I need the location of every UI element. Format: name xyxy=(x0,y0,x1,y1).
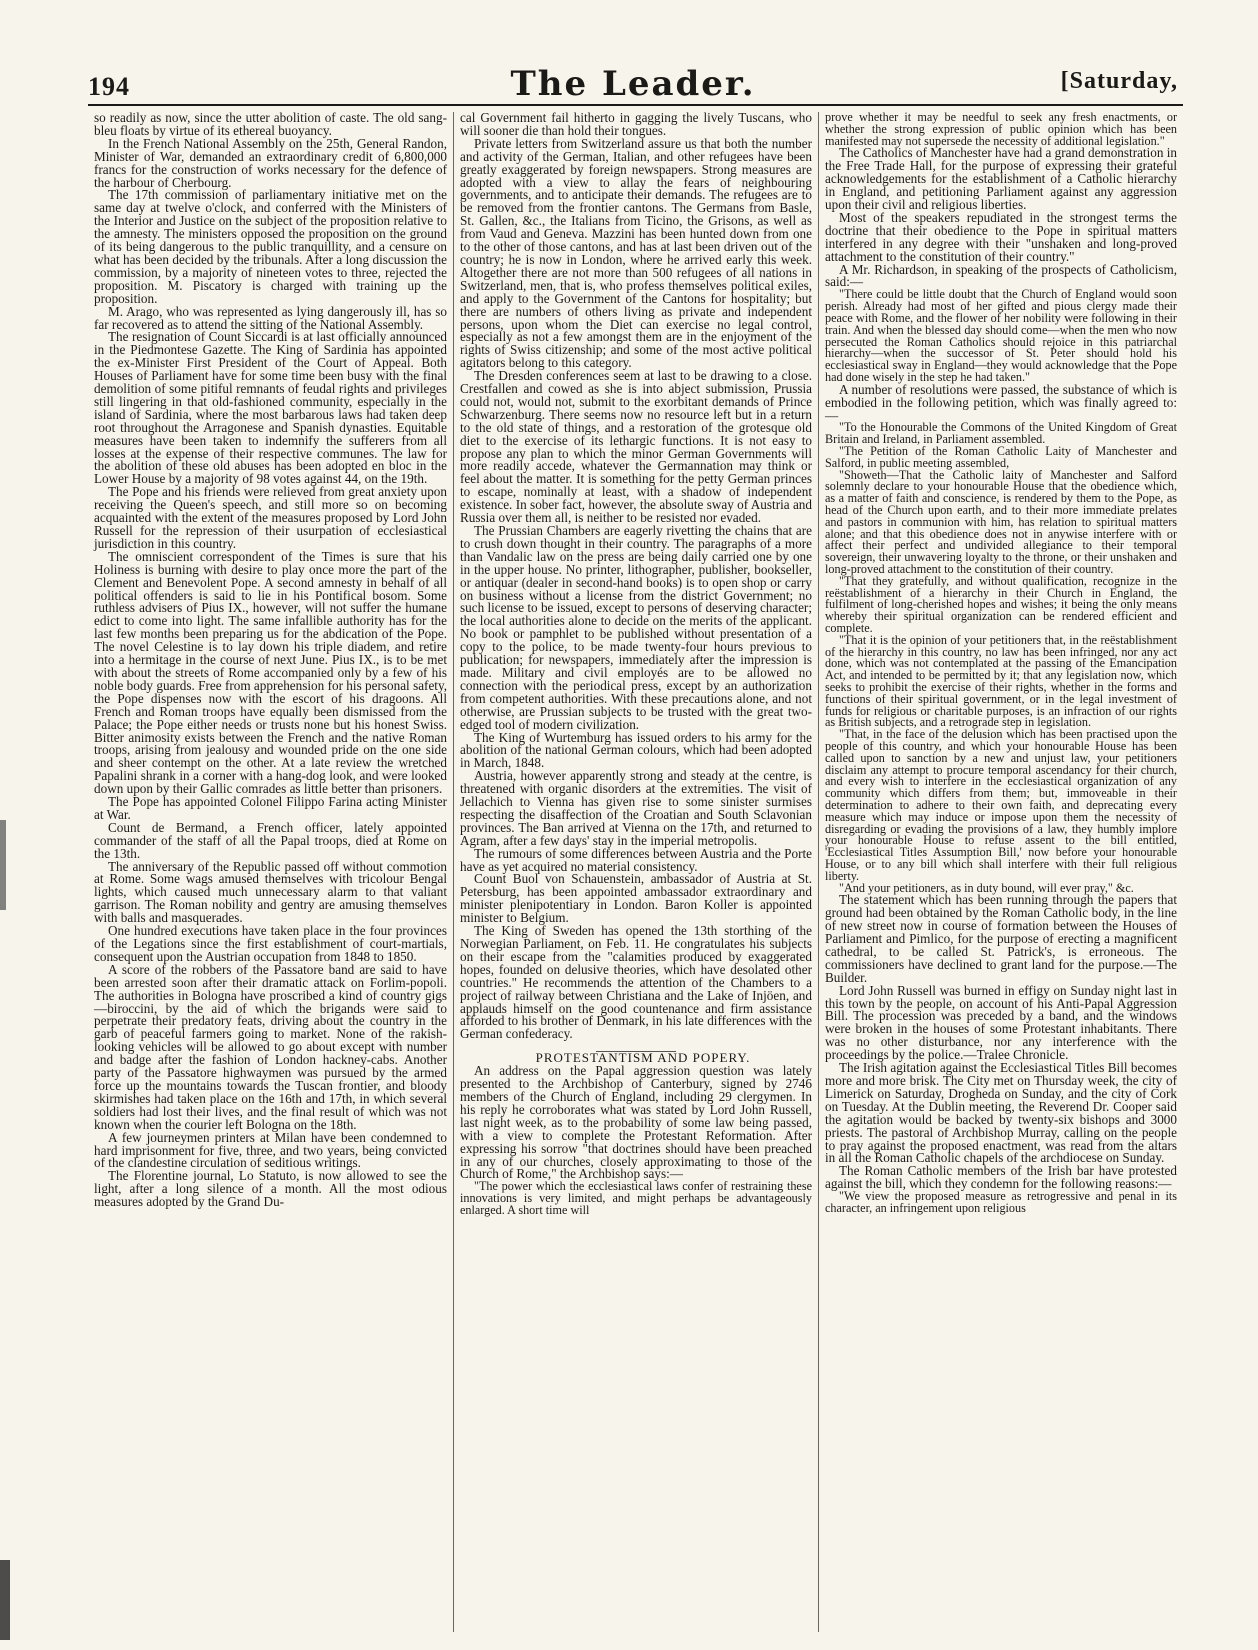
paragraph: A score of the robbers of the Passatore band are said to have been arrested soon after their dramatic attack on Forlim-popoli. The authorities in Bologna have proscribed a kind of country gigs—biroccini, by the aid of which the brigands were said to perpetrate their predatory feats, driving about the country in the garb of peaceful farmers going to market. None of the rakish-looking vehicles will be allowed to go about except with number and badge after the fashion of London hackney-cabs. Another party of the Passatore highwaymen was pursued by the armed force up the mountains towards the Tuscan frontier, and bloody skirmishes had taken place on the 16th and 17th, in which several soldiers had lost their lives, and the final result of which was not known when the courier left Bologna on the 18th. xyxy=(94,961,447,1132)
paragraph: The Catholics of Manchester have had a grand demonstration in the Free Trade Hall, for the purpose of expressing their grateful acknowledgements for the establishment of a Catholic hierarchy in England, and petitioning Parliament against any aggression upon their civil and religious liberties. xyxy=(825,145,1178,213)
paragraph: The rumours of some differences between Austria and the Porte have as yet acquired no material consistency. xyxy=(460,845,812,874)
column-1 xyxy=(88,112,453,1632)
paragraph: A number of resolutions were passed, the substance of which is embodied in the following petition, which was finally agreed to:— xyxy=(825,381,1177,423)
paragraph: The King of Wurtemburg has issued orders to his army for the abolition of the national German colours, which had been adopted in March, 1848. xyxy=(460,729,812,771)
masthead-title: The Leader. xyxy=(510,64,756,104)
paragraph: The omniscient correspondent of the Times is sure that his Holiness is burning with desire to play once more the part of the Clement and Benevolent Pope. A second amnesty in behalf of all political offenders is said to lie in his Pontifical bosom. Some ruthless advisers of Pius IX., however, will not suffer the humane edict to come into light. The same infallible authority has for the last few months been preparing us for the abdication of the Pope. The novel Celestine is to lay down his triple diadem, and retire into a hermitage in the course of next June. Pius IX., is to be met with about the streets of Rome accompanied only by a few of his noble body guards. Free from apprehension for his personal safety, the Pope dispenses now with the escort of his dragoons. All French and Roman troops have equally been dismissed from the Palace; the Pope either needs or trusts none but his honest Swiss. Bitter animosity exists between the French and the native Roman troops, arising from jealousy and wounded pride on the one side and sheer contempt on the other. At a late review the wretched Papalini shrank in a corner with a hang-dog look, and were looked down upon by their Gallic comrades as little better than prisoners. xyxy=(94,548,447,797)
paragraph: "And your petitioners, as in duty bound, will ever pray," &c. xyxy=(839,880,1134,895)
paragraph: The Pope has appointed Colonel Filippo Farina acting Minister at War. xyxy=(94,794,447,822)
paragraph: "That, in the face of the delusion which has been practised upon the people of this country, and which your honourable House has been called upon to sanction by a new and unjust law, your petitioners disclaim any attempt to procure temporal ascendancy for their church, and every wish to interfere in the ecclesiastical organization of any community which differs from them; but, immoveable in their determination to adhere to their own faith, and deprecating every measure which may induce or impose upon them the necessity of disregarding or evading the provisions of a law, they humbly implore your honourable House to refuse assent to the bill entitled, 'Ecclesiastical Titles Assumption Bill,' now before your honourable House, or to any bill which shall interfere with their full religious liberty. xyxy=(825,727,1177,883)
issue-day: [Saturday, xyxy=(1060,68,1178,94)
paragraph: Most of the speakers repudiated in the strongest terms the doctrine that their obedience to the Pope in spiritual matters interfered in any degree with their "unshaken and long-proved attachment to the constitution of their country." xyxy=(825,209,1177,264)
paragraph: The anniversary of the Republic passed off without commotion at Rome. Some wags amused themselves with tricolour Bengal lights, which caused much unnecessary alarm to that valiant garrison. The Roman nobility and gentry are amusing themselves with balls and masquerades. xyxy=(94,858,447,926)
header-rule xyxy=(88,104,1183,106)
paragraph: In the French National Assembly on the 25th, General Randon, Minister of War, demanded an extraordinary credit of 6,800,000 francs for the construction of works necessary for the defence of the harbour of Cherbourg. xyxy=(94,135,447,190)
paragraph: The King of Sweden has opened the 13th storthing of the Norwegian Parliament, on Feb. 11. He congratulates his subjects on their escape from the "calamities produced by exaggerated hopes, founded on delusive theories, which have desolated other countries." He recommends the attention of the Chambers to a project of railway between Christiana and the Lake of Injöen, and applauds himself on the good countenance and firm assistance afforded to his brother of Denmark, in his late differences with the German confederacy. xyxy=(460,923,812,1042)
paragraph: "That it is the opinion of your petitioners that, in the reëstablishment of the hierarchy in this country, no law has been infringed, nor any act done, which was not contemplated at the passing of the Emancipation Act, and intended to be permitted by it; that any legislation now, which seeks to prohibit the exercise of their rights, whether in the forms and functions of their spiritual government, or in the legal investment of funds for religious or charitable purposes, is an infraction of our rights as British subjects, and a retrograde step in legislation. xyxy=(825,632,1177,730)
paragraph: Count de Bermand, a French officer, lately appointed commander of the staff of all the Papal troops, died at Rome on the 13th. xyxy=(94,819,447,861)
paragraph: The Roman Catholic members of the Irish bar have protested against the bill, which they condemn for the following reasons:— xyxy=(825,1163,1177,1192)
paragraph: A few journeymen printers at Milan have been condemned to hard imprisonment for five, three, and two years, being convicted of the clandestine circulation of seditious writings. xyxy=(94,1129,447,1171)
paragraph: "There could be little doubt that the Church of England would soon perish. Already had most of her gifted and pious clergy made their peace with Rome, and the flower of her nobility were following in their train. And when the blessed day should come—when the men who now persecuted the Roman Catholics should rejoice in this patriarchal hierarchy—when the successor of St. Peter should hold his ecclesiastical sway in England—they would acknowledge that the Pope had done wisely in the step he had taken." xyxy=(825,287,1177,384)
paragraph: The Dresden conferences seem at last to be drawing to a close. Crestfallen and cowed as she is into abject submission, Prussia could not, would not, submit to the exorbitant demands of Prince Schwarzenburg. There seems now no resource left but in a return to the old state of things, and a restoration of the grotesque old diet to the exercise of its lethargic functions. It is not easy to propose any plan to which the minor German Governments will more readily accede, whatever the Germannation may think or feel about the matter. It is something for the petty German princes to escape, nominally at least, with a shadow of independent existence. In sober fact, however, the absolute sway of Austria and Russia over them all, is neither to be resisted nor evaded. xyxy=(460,368,812,526)
article-columns xyxy=(88,112,1183,1632)
paragraph: The Florentine journal, Lo Statuto, is now allowed to see the light, after a long silence of a month. All the most odious measures adopted by the Grand Du- xyxy=(94,1168,447,1210)
paragraph: The Pope and his friends were relieved from great anxiety upon receiving the Queen's speech, and still more so on becoming acquainted with the extent of the measures proposed by Lord John Russell for the repression of their usurpation of ecclesiastical jurisdiction in this country. xyxy=(94,484,447,551)
page-header xyxy=(88,60,1178,104)
paragraph: The Prussian Chambers are eagerly rivetting the chains that are to crush down thought in their country. The paragraphs of a more than Vandalic law on the press are being daily carried one by one in the upper house. No printer, lithographer, publisher, bookseller, or antiquar (dealer in second-hand books) is to open shop or carry on business without a license from the district Government; no such license to be issued, except to persons of deserving character; the local authorities alone to decide on the merits of the applicant. No book or pamphlet to be published without presentation of a copy to the police, to be made twenty-four hours previous to publication; for newspapers, immediately after the impression is made. Military and civil employés are to be allowed no connection with the periodical press, except by an authorization from competent authorities. With these precautions alone, and not otherwise, are Prussian subjects to be trusted with the great two-edged tool of modern civilization. xyxy=(460,523,812,732)
paragraph: The resignation of Count Siccardi is at last officially announced in the Piedmontese Gazette. The King of Sardinia has appointed the ex-Minister First President of the Court of Appeal. Both Houses of Parliament have for some time been busy with the final demolition of some pitiful remnants of feudal rights and privileges still lingering in that old-fashioned community, especially in the island of Sardinia, where the most barbarous laws had taken deep root throughout the Arragonese and Spanish dynasties. Equitable measures have been taken to indemnify the sufferers from all losses at the expense of their respective communes. The law for the abolition of these old abuses has been adopted en bloc in the Lower House by a majority of 98 votes against 44, on the 19th. xyxy=(94,329,447,487)
paragraph: An address on the Papal aggression question was lately presented to the Archbishop of Canterbury, signed by 2746 members of the Church of England, including 29 clergymen. In his reply he corroborates what was stated by Lord John Russell, last night week, as to the probability of some law being passed, with a view to complete the Protestant Reformation. After expressing his sorrow "that doctrines should have been preached in any of our churches, closely approximating to those of the Church of Rome," the Archbishop says:— xyxy=(460,1063,812,1182)
column-2 xyxy=(453,112,818,1632)
paragraph: M. Arago, who was represented as lying dangerously ill, has so far recovered as to attend the sitting of the National Assembly. xyxy=(94,303,447,332)
paragraph: "The power which the ecclesiastical laws confer of restraining these innovations is very limited, and might perhaps be advantageously enlarged. A short time will xyxy=(460,1179,812,1217)
paragraph: "That they gratefully, and without qualification, recognize in the reëstablishment of a hierarchy in their Church in England, the fulfilment of long-cherished hopes and wishes; it being the only means whereby their spiritual organization can be rendered efficient and complete. xyxy=(825,573,1177,635)
paragraph: cal Government fail hitherto in gagging the lively Tuscans, who will sooner die than hold their tongues. xyxy=(460,112,812,138)
paragraph: so readily as now, since the utter abolition of caste. The old sang-bleu floats by virtue of its ethereal buoyancy. xyxy=(94,112,447,138)
paragraph: The Irish agitation against the Ecclesiastical Titles Bill becomes more and more brisk. The City met on Thursday week, the city of Limerick on Saturday, Drogheda on Sunday, and the city of Cork on Tuesday. At the Dublin meeting, the Reverend Dr. Cooper said the agitation would be backed by twenty-six bishops and 3000 priests. The pastoral of Archbishop Murray, calling on the people to pray against the proposed enactment, was read from the altars in all the Roman Catholic chapels of the archdiocese on Sunday. xyxy=(825,1060,1177,1166)
paragraph: The statement which has been running through the papers that ground had been obtained by the Roman Catholic body, in the line of new street now in course of formation between the Houses of Parliament and Pimlico, for the purpose of erecting a magnificent cathedral, to be called St. Patrick's, is erroneous. The commissioners have declined to grant land for the purpose.—The Builder. xyxy=(825,892,1177,985)
binding-mark xyxy=(0,820,6,910)
paragraph: Private letters from Switzerland assure us that both the number and activity of the German, Italian, and other refugees have been greatly exaggerated by foreign newspapers. Strong measures are adopted with a view to allay the fears of neighbouring governments, and to anticipate their demands. The refugees are to be removed from the frontier cantons. The Germans from Basle, St. Gallen, &c., the Italians from Ticino, the Grisons, as well as from Vaud and Geneva. Mazzini has been hunted down from one to the other of those cantons, and has at last been driven out of the country; he is now in London, where he arrived early this week. Altogether there are not more than 500 refugees of all nations in Switzerland, men, that is, who profess themselves political exiles, and apply to the Government of the Cantons for hospitality; but there are numbers of others living as private and independent persons, upon whom the Diet can exercise no legal control, especially as not a few amongst them are in the enjoyment of the rights of Swiss citizenship; and some of the most active political agitators belong to this category. xyxy=(460,135,812,371)
page-number: 194 xyxy=(88,72,130,101)
paragraph: The 17th commission of parliamentary initiative met on the same day at twelve o'clock, and conferred with the Ministers of the Interior and Justice on the subject of the proposition relative to the amnesty. The ministers opposed the proposition on the ground of its being dangerous to the public tranquillity, and a censure on what has been decided by the tribunals. After a long discussion the commission, by a majority of nineteen votes to three, rejected the proposition. M. Piscatory is charged with training up the proposition. xyxy=(94,187,447,306)
paragraph: Lord John Russell was burned in effigy on Sunday night last in this town by the people, on account of his Anti-Papal Aggression Bill. The procession was preceded by a band, and the windows were broken in the houses of some Protestant inhabitants. There was no other disturbance, nor any interference with the proceedings by the police.—Tralee Chronicle. xyxy=(825,982,1177,1063)
paragraph: "The Petition of the Roman Catholic Laity of Manchester and Salford, in public meeting assembled, xyxy=(825,444,1177,470)
column-3 xyxy=(818,112,1183,1632)
paragraph: "Showeth—That the Catholic laity of Manchester and Salford solemnly declare to your honourable House that the obedience which, as a matter of faith and conscience, is rendered by them to the Pope, as head of the Church upon earth, and to their more immediate prelates and pastors in communion with him, has relation to spiritual matters alone; and that this obedience does not in anywise interfere with or affect their perfect and undivided allegiance to their temporal sovereign, their unwavering loyalty to the throne, or their unshaken and long-proved attachment to the constitution of their country. xyxy=(825,467,1177,577)
paragraph: "To the Honourable the Commons of the United Kingdom of Great Britain and Ireland, in Parliament assembled. xyxy=(825,420,1177,447)
paragraph: A Mr. Richardson, in speaking of the prospects of Catholicism, said:— xyxy=(825,261,1177,290)
paragraph: One hundred executions have taken place in the four provinces of the Legations since the first establishment of court-martials, consequent upon the Austrian occupation from 1848 to 1850. xyxy=(94,923,447,964)
paragraph: prove whether it may be needful to seek any fresh enactments, or whether the strong expression of public opinion which has been manifested may not supersede the necessity of additional legislation." xyxy=(825,112,1177,148)
binding-mark xyxy=(0,1560,10,1640)
paragraph: Count Buol von Schauenstein, ambassador of Austria at St. Petersburg, has been appointed ambassador extraordinary and minister plenipotentiary in London. Baron Koller is appointed minister to Belgium. xyxy=(460,871,812,926)
paragraph: "We view the proposed measure as retrogressive and penal in its character, an infringement upon religious xyxy=(825,1189,1177,1215)
section-title: PROTESTANTISM AND POPERY. xyxy=(535,1050,751,1066)
paragraph: Austria, however apparently strong and steady at the centre, is threatened with organic disorders at the extremities. The visit of Jellachich to Vienna has given rise to some sinister surmises respecting the disaffection of the Croatian and South Sclavonian provinces. The Ban arrived at Vienna on the 17th, and returned to Agram, after a few days' stay in the imperial metropolis. xyxy=(460,768,812,848)
